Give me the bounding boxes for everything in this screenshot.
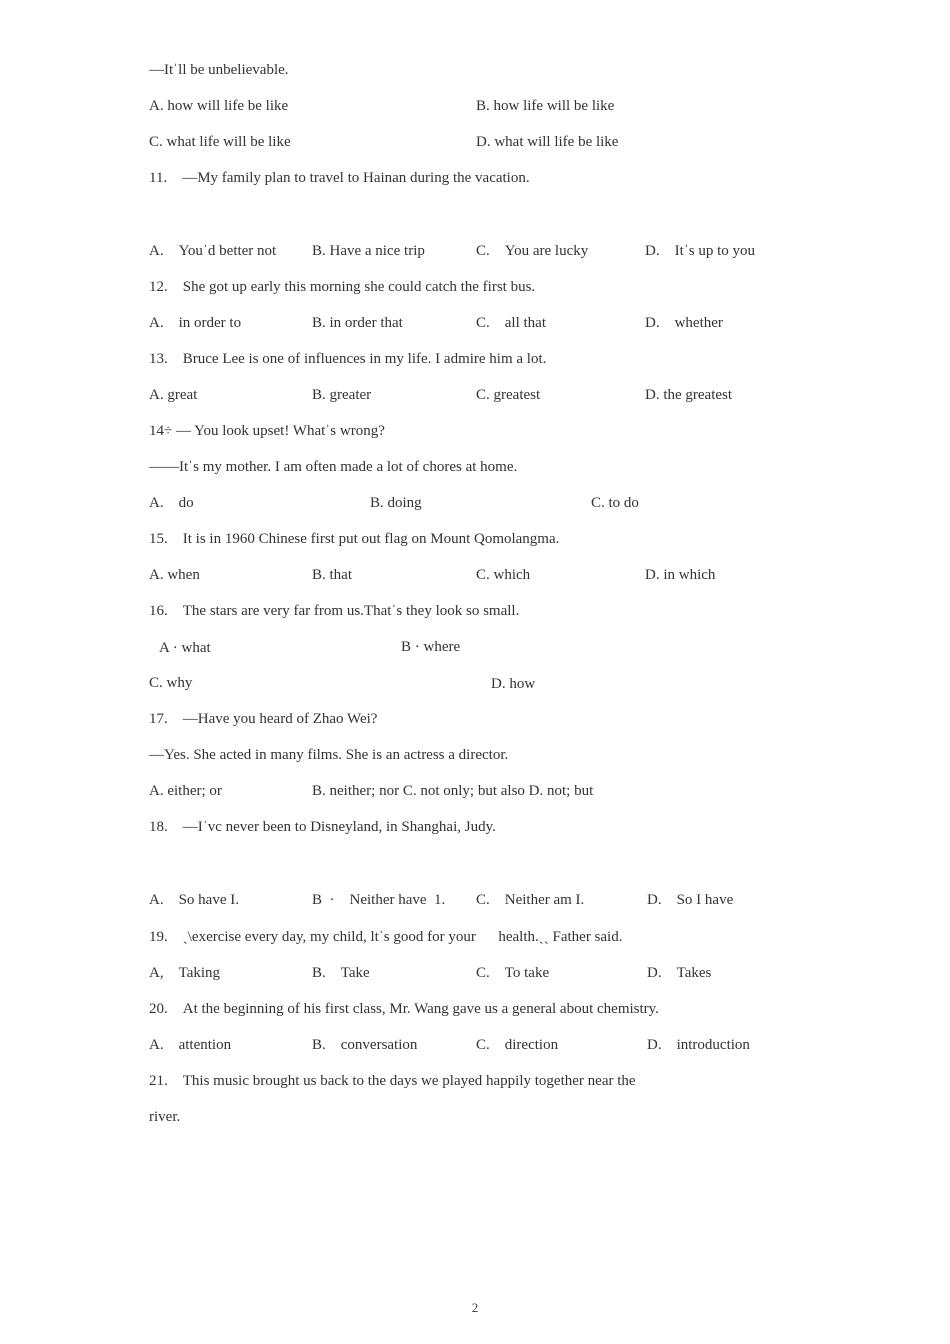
option-c: C. direction [476, 1037, 559, 1053]
option-c: C. to do [591, 495, 639, 511]
option-b: B. Have a nice trip [312, 243, 425, 259]
option-c: C. which [476, 567, 531, 583]
option-a: A · what [159, 640, 211, 656]
question-19: 19. ˎ\exercise every day, my child, ltˈs good for your health.ˎˎ Father said. [149, 929, 623, 945]
option-b: B. doing [370, 495, 422, 511]
option-d: D. Takes [647, 965, 712, 981]
option-b: B. that [312, 567, 352, 583]
option-c: C. You are lucky [476, 243, 589, 259]
option-c: C. To take [476, 965, 550, 981]
answer-line: —Itˈll be unbelievable. [149, 62, 289, 78]
question-17: 17. —Have you heard of Zhao Wei? [149, 711, 378, 727]
option-b: B · where [401, 639, 461, 655]
option-d: D. the greatest [645, 387, 733, 403]
question-18: 18. —Iˈvc never been to Disneyland, in Shanghai, Judy. [149, 819, 496, 835]
option-a: A. when [149, 567, 200, 583]
option-d: D. whether [645, 315, 723, 331]
option-c: C. why [149, 675, 193, 691]
option-c: C. greatest [476, 387, 541, 403]
option-d: D. So I have [647, 892, 734, 908]
question-13: 13. Bruce Lee is one of influences in my life. I admire him a lot. [149, 351, 547, 367]
option-a: A. great [149, 387, 198, 403]
option-b: B. Take [312, 965, 370, 981]
question-15: 15. It is in 1960 Chinese first put out flag on Mount Qomolangma. [149, 531, 560, 547]
option-d: D. introduction [647, 1037, 750, 1053]
option-c: C. Neither am I. [476, 892, 585, 908]
question-12: 12. She got up early this morning she could catch the first bus. [149, 279, 536, 295]
question-16: 16. The stars are very far from us.Thatˈs they look so small. [149, 603, 520, 619]
option-c: C. all that [476, 315, 546, 331]
option-b: B. neither; nor C. not only; but also D. not; but [312, 783, 594, 799]
option-b: B. in order that [312, 315, 403, 331]
option-a: A. Youˈd better not [149, 243, 277, 259]
option-a: A. So have I. [149, 892, 239, 908]
option-c: C. what life will be like [149, 134, 291, 150]
option-d: D. what will life be like [476, 134, 619, 150]
option-a: A. how will life be like [149, 98, 289, 114]
option-d: D. how [491, 676, 536, 692]
answer-line: ——Itˈs my mother. I am often made a lot of chores at home. [149, 459, 518, 475]
option-d: D. Itˈs up to you [645, 243, 755, 259]
option-a: A, Taking [149, 965, 221, 981]
option-a: A. attention [149, 1037, 232, 1053]
page-number: 2 [471, 1300, 479, 1315]
question-20: 20. At the beginning of his first class, Mr. Wang gave us a general about chemistry. [149, 1001, 659, 1017]
option-b: B. how life will be like [476, 98, 615, 114]
question-11: 11. —My family plan to travel to Hainan during the vacation. [149, 170, 530, 186]
option-a: A. either; or [149, 783, 222, 799]
option-d: D. in which [645, 567, 716, 583]
answer-line: —Yes. She acted in many films. She is an actress a director. [149, 747, 509, 763]
question-21: 21. This music brought us back to the days we played happily together near the [149, 1073, 636, 1089]
option-b: B. conversation [312, 1037, 418, 1053]
option-a: A. do [149, 495, 194, 511]
question-14: 14÷ — You look upset! Whatˈs wrong? [149, 423, 385, 439]
question-21-continued: river. [149, 1109, 181, 1125]
option-b: B · Neither have 1. [312, 892, 446, 908]
option-a: A. in order to [149, 315, 242, 331]
option-b: B. greater [312, 387, 372, 403]
